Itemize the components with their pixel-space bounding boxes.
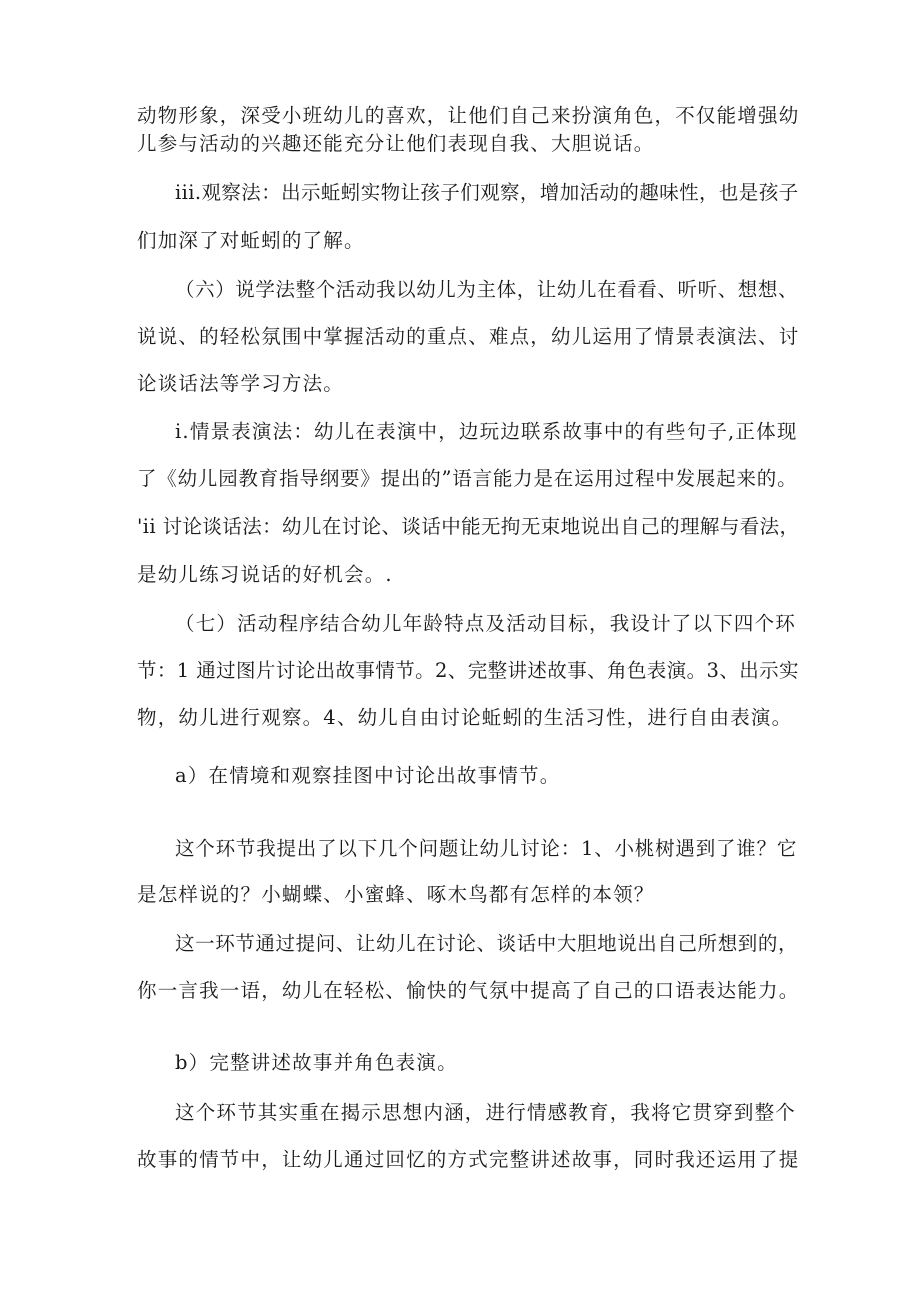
- text-line: 故事的情节中，让幼儿通过回忆的方式完整讲述故事，同时我还运用了提: [137, 1148, 800, 1171]
- text-line: i.情景表演法：幼儿在表演中，边玩边联系故事中的有些句子,正体现: [175, 420, 798, 443]
- text-line: （六）说学法整个活动我以幼儿为主体，让幼儿在看看、听听、想想、: [175, 278, 799, 301]
- text-line: 说说、的轻松氛围中掌握活动的重点、难点，幼儿运用了情景表演法、讨: [137, 325, 800, 348]
- text-line: 动物形象，深受小班幼儿的喜欢，让他们自己来扮演角色，不仅能增强幼: [137, 104, 800, 127]
- text-line: 了《幼儿园教育指导纲要》提出的”语言能力是在运用过程中发展起来的。: [137, 467, 798, 490]
- text-line: 节：1 通过图片讨论出故事情节。2、完整讲述故事、角色表演。3、出示实: [137, 659, 799, 682]
- text-line: 物，幼儿进行观察。4、幼儿自由讨论蚯蚓的生活习性，进行自由表演。: [137, 706, 793, 729]
- text-line: 论谈话法等学习方法。: [137, 372, 345, 395]
- text-line: iii.观察法：出示蚯蚓实物让孩子们观察，增加活动的趣味性，也是孩子: [175, 181, 799, 204]
- text-line: 这一环节通过提问、让幼儿在讨论、谈话中大胆地说出自己所想到的，: [175, 932, 799, 955]
- text-line: 是怎样说的？小蝴蝶、小蜜蜂、啄木鸟都有怎样的本领？: [137, 883, 655, 906]
- text-line: （七）活动程序结合幼儿年龄特点及活动目标，我设计了以下四个环: [175, 612, 797, 635]
- text-line: 这个环节其实重在揭示思想内涵，进行情感教育，我将它贯穿到整个: [175, 1101, 797, 1124]
- text-line: 这个环节我提出了以下几个问题让幼儿讨论：1、小桃树遇到了谁？它: [175, 837, 798, 860]
- text-line: 儿参与活动的兴趣还能充分让他们表现自我、大胆说话。: [137, 132, 655, 155]
- text-line: 你一言我一语，幼儿在轻松、愉快的气氛中提高了自己的口语表达能力。: [137, 979, 800, 1002]
- text-line: 'ii 讨论谈话法：幼儿在讨论、谈话中能无拘无束地说出自己的理解与看法，: [137, 515, 800, 538]
- text-line: 们加深了对蚯蚓的了解。: [137, 229, 365, 252]
- text-line: b）完整讲述故事并角色表演。: [175, 1051, 458, 1074]
- text-line: a）在情境和观察挂图中讨论出故事情节。: [175, 764, 561, 787]
- text-line: 是幼儿练习说话的好机会。.: [137, 563, 393, 586]
